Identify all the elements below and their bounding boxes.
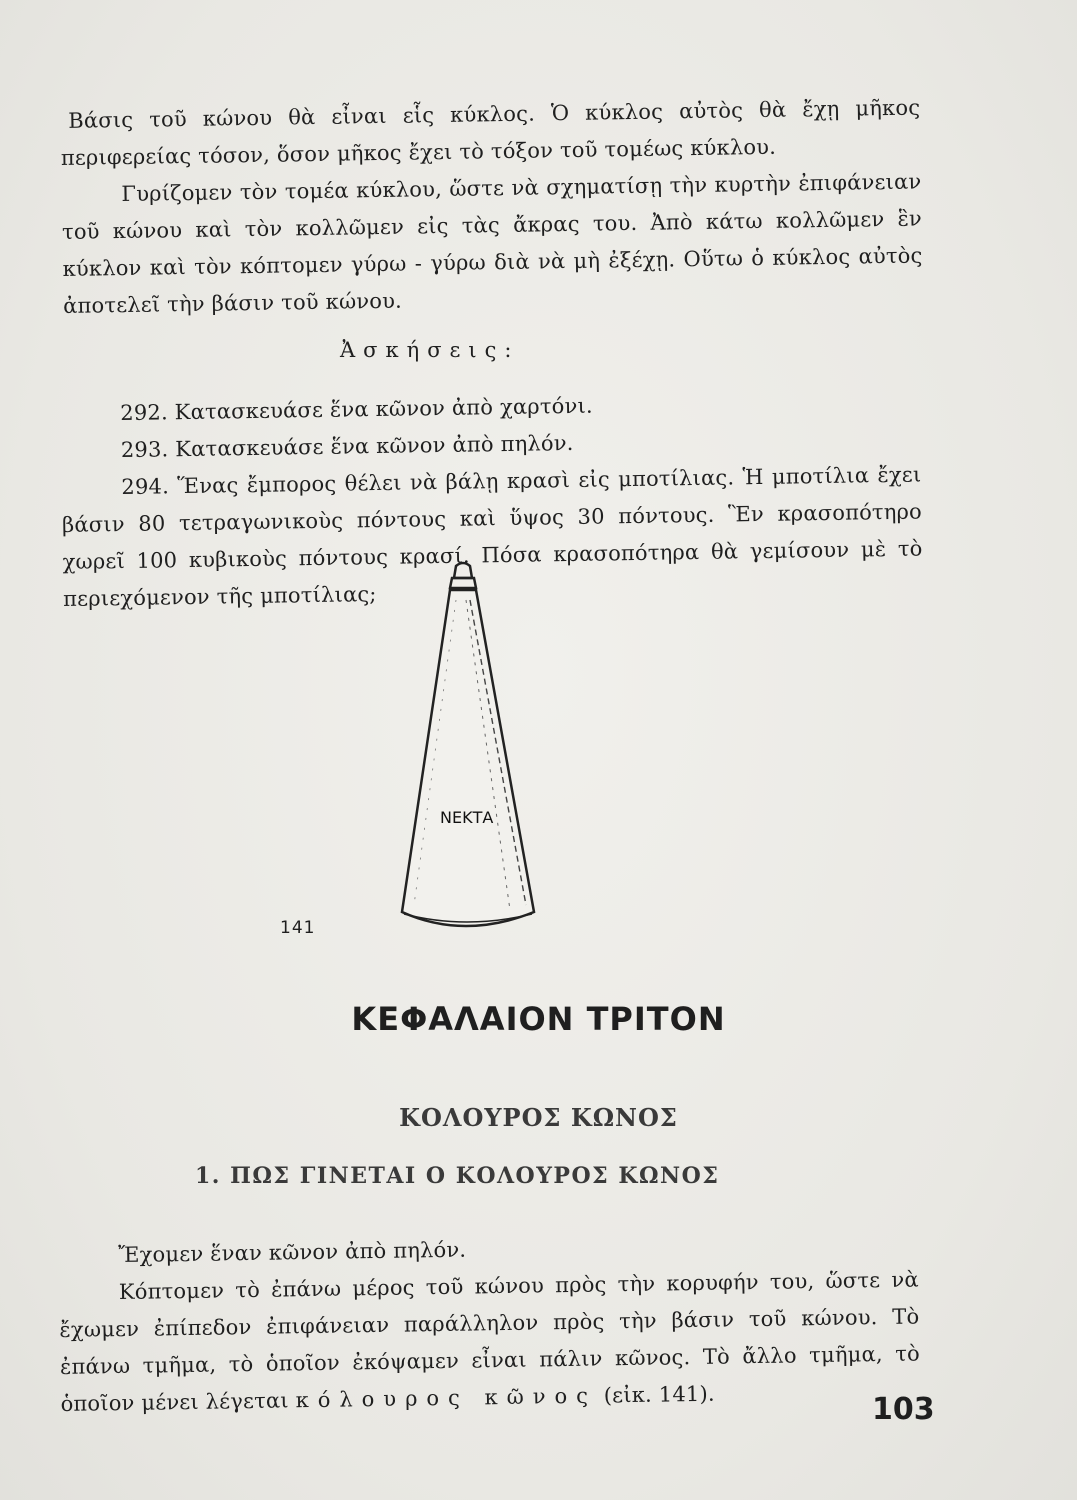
figure-reference: (εἰκ. 141).: [603, 1381, 715, 1408]
page-number: 103: [872, 1392, 935, 1427]
term-truncated-cone: κόλουρος κῶνος: [295, 1383, 598, 1413]
subsection-title: 1. ΠΩΣ ΓΙΝΕΤΑΙ Ο ΚΟΛΟΥΡΟΣ ΚΩΝΟΣ: [195, 1163, 720, 1189]
bottle-label-text: ΝΕΚΤΑ: [440, 808, 494, 827]
cone-body: [402, 590, 534, 926]
paragraph-cone-base: Βάσις τοῦ κώνου θὰ εἶναι εἷς κύκλος. Ὁ κύκλος αὐτὸς θὰ ἔχῃ μῆκος περιφερείας τόσον, ὅσον μῆκος ἔχει τὸ τόξον τοῦ τομέως κύκλου.: [60, 95, 921, 170]
chapter-title: ΚΕΦΑΛΑΙΟΝ ΤΡΙΤΟΝ: [351, 1000, 726, 1038]
top-text-block: [60, 89, 923, 324]
exercise-292: 292. Κατασκευάσε ἕνα κῶνον ἀπὸ χαρτόνι.: [120, 393, 593, 426]
exercise-294: 294. Ἕνας ἔμπορος θέλει νὰ βάλῃ κρασὶ εἰς μποτίλιας. Ἡ μποτίλια ἔχει βάσιν 80 τετραγωνικοὺς πόντους καὶ ὕψος 30 πόντους. Ἓν κρασοπότηρο χωρεῖ 100 κυβικοὺς πόντους κρασί. Πόσα κρασοπότηρα θὰ γεμίσουν μὲ τὸ περιεχόμενον τῆς μποτίλιας;: [61, 462, 923, 611]
exercises-heading: Ἀσκήσεις:: [340, 338, 520, 362]
paragraph-clay-cone: Ἔχομεν ἕναν κῶνον ἀπὸ πηλόν.: [118, 1237, 467, 1268]
bottom-text-block: [58, 1224, 921, 1422]
bottle-cone-figure: [380, 560, 540, 950]
truncated-cone-description: Κόπτομεν τὸ ἐπάνω μέρος τοῦ κώνου πρὸς τὴν κορυφήν του, ὥστε νὰ ἔχωμεν ἐπίπεδον ἐπιφάνειαν παράλληλον πρὸς τὴν βάσιν τοῦ κώνου. Τὸ ἐπάνω τμῆμα, τὸ ὁποῖον ἐκόψαμεν εἶναι πάλιν κῶνος. Τὸ ἄλλο τμῆμα, τὸ ὁποῖον μένει λέγεται: [59, 1267, 921, 1416]
paragraph-cone-assembly: Γυρίζομεν τὸν τομέα κύκλου, ὥστε νὰ σχηματίσῃ τὴν κυρτὴν ἐπιφάνειαν τοῦ κώνου καὶ τὸν κολλῶμεν εἰς τὰς ἄκρας του. Ἀπὸ κάτω κολλῶμεν ἓν κύκλον καὶ τὸν κόπτομεν γύρω - γύρω διὰ νὰ μὴ ἐξέχῃ. Οὕτω ὁ κύκλος αὐτὸς ἀποτελεῖ τὴν βάσιν τοῦ κώνου.: [61, 169, 923, 318]
paragraph-truncated-cone: [59, 1261, 921, 1422]
bottle-cap-band: [450, 578, 476, 588]
figure-number: 141: [280, 918, 316, 938]
exercise-293: 293. Κατασκευάσε ἕνα κῶνον ἀπὸ πηλόν.: [120, 430, 574, 463]
section-title: ΚΟΛΟΥΡΟΣ ΚΩΝΟΣ: [399, 1103, 678, 1132]
bottle-cap-top: [454, 563, 472, 578]
